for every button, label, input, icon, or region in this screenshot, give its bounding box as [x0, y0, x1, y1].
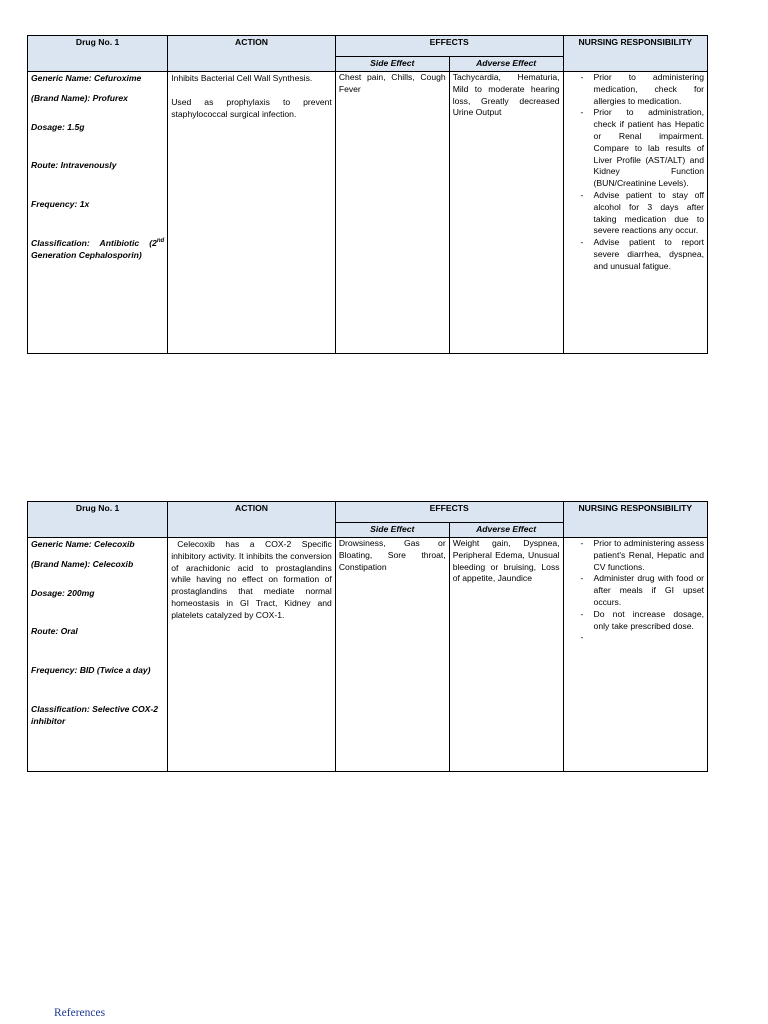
action-cell: [168, 538, 336, 772]
nursing-item: - Prior to administering medication, check for allergies to medication.: [567, 72, 704, 107]
header-adverse-effect: Adverse Effect: [449, 57, 563, 72]
drug-info-cell: [28, 72, 168, 354]
classification: [31, 238, 164, 262]
dosage: Dosage: 1.5g: [31, 121, 85, 132]
drug-table-1: [27, 35, 708, 354]
nursing-list: [567, 72, 704, 273]
side-effect-cell: Drowsiness, Gas or Bloating, Sore throat, Constipation: [335, 538, 449, 772]
header-effects: EFFECTS: [335, 502, 563, 523]
route: Route: Oral: [31, 626, 78, 637]
action-text-2: Used as prophylaxis to prevent staphylococcal surgical infection.: [171, 96, 332, 119]
header-effects: EFFECTS: [335, 36, 563, 57]
nursing-item: - Advise patient to stay off alcohol for 3 days after taking medication due to severe reactions any occur.: [567, 190, 704, 237]
action-cell: [168, 72, 336, 354]
header-action: ACTION: [168, 36, 336, 72]
nursing-item: - Advise patient to report severe diarrhea, dyspnea, and unusual fatigue.: [567, 237, 704, 272]
nursing-cell: [563, 72, 707, 354]
action-text: Celecoxib has a COX-2 Specific inhibitory activity. It inhibits the conversion of arachidonic acid to prostaglandins while having no effect on formation of prostaglandins that mediate normal homeostasis in GI Tract, Kidney and platelets catalyzed by COX-1.: [171, 539, 332, 620]
header-nursing: NURSING RESPONSIBILITY: [563, 502, 707, 538]
route: Route: Intravenously: [31, 160, 117, 171]
brand-name: (Brand Name): Profurex: [31, 92, 128, 103]
nursing-item: - Prior to administration, check if patient has Hepatic or Renal impairment. Compare to lab results of Liver Profile (AST/ALT) and Kidney Function (BUN/Creatinine Levels).: [567, 107, 704, 190]
generic-name: Generic Name: Celecoxib: [31, 539, 135, 549]
action-text: Inhibits Bacterial Cell Wall Synthesis.: [171, 73, 313, 83]
header-drug-no: Drug No. 1: [28, 36, 168, 72]
brand-name: (Brand Name): Celecoxib: [31, 558, 134, 569]
generic-name: Generic Name: Cefuroxime: [31, 73, 142, 83]
header-side-effect: Side Effect: [335, 523, 449, 538]
nursing-item: [567, 632, 704, 644]
nursing-item: - Do not increase dosage, only take prescribed dose.: [567, 609, 704, 633]
frequency: Frequency: BID (Twice a day): [31, 665, 151, 676]
header-action: ACTION: [168, 502, 336, 538]
dosage: Dosage: 200mg: [31, 587, 95, 598]
nursing-item: - Administer drug with food or after meals if GI upset occurs.: [567, 573, 704, 608]
classification-superscript: nd: [156, 238, 165, 245]
header-drug-no: Drug No. 1: [28, 502, 168, 538]
classification: Classification: Selective COX-2 inhibitor: [31, 703, 159, 726]
classification-text-end: Generation Cephalosporin): [31, 249, 142, 260]
side-effect-cell: Chest pain, Chills, Cough Fever: [335, 72, 449, 354]
header-adverse-effect: Adverse Effect: [449, 523, 563, 538]
drug-info-cell: [28, 538, 168, 772]
frequency: Frequency: 1x: [31, 199, 90, 210]
header-side-effect: Side Effect: [335, 57, 449, 72]
references-heading: References: [54, 1007, 106, 1019]
drug-table-2: [27, 501, 708, 772]
header-nursing: NURSING RESPONSIBILITY: [563, 36, 707, 72]
adverse-effect-cell: Tachycardia, Hematuria, Mild to moderate hearing loss, Greatly decreased Urine Output: [449, 72, 563, 354]
nursing-list: [567, 538, 704, 644]
nursing-item: - Prior to administering assess patient's Renal, Hepatic and CV functions.: [567, 538, 704, 573]
adverse-effect-cell: Weight gain, Dyspnea, Peripheral Edema, Unusual bleeding or bruising, Loss of appetite, Jaundice: [449, 538, 563, 772]
classification-text: Classification: Antibiotic (2: [31, 237, 157, 248]
nursing-cell: [563, 538, 707, 772]
